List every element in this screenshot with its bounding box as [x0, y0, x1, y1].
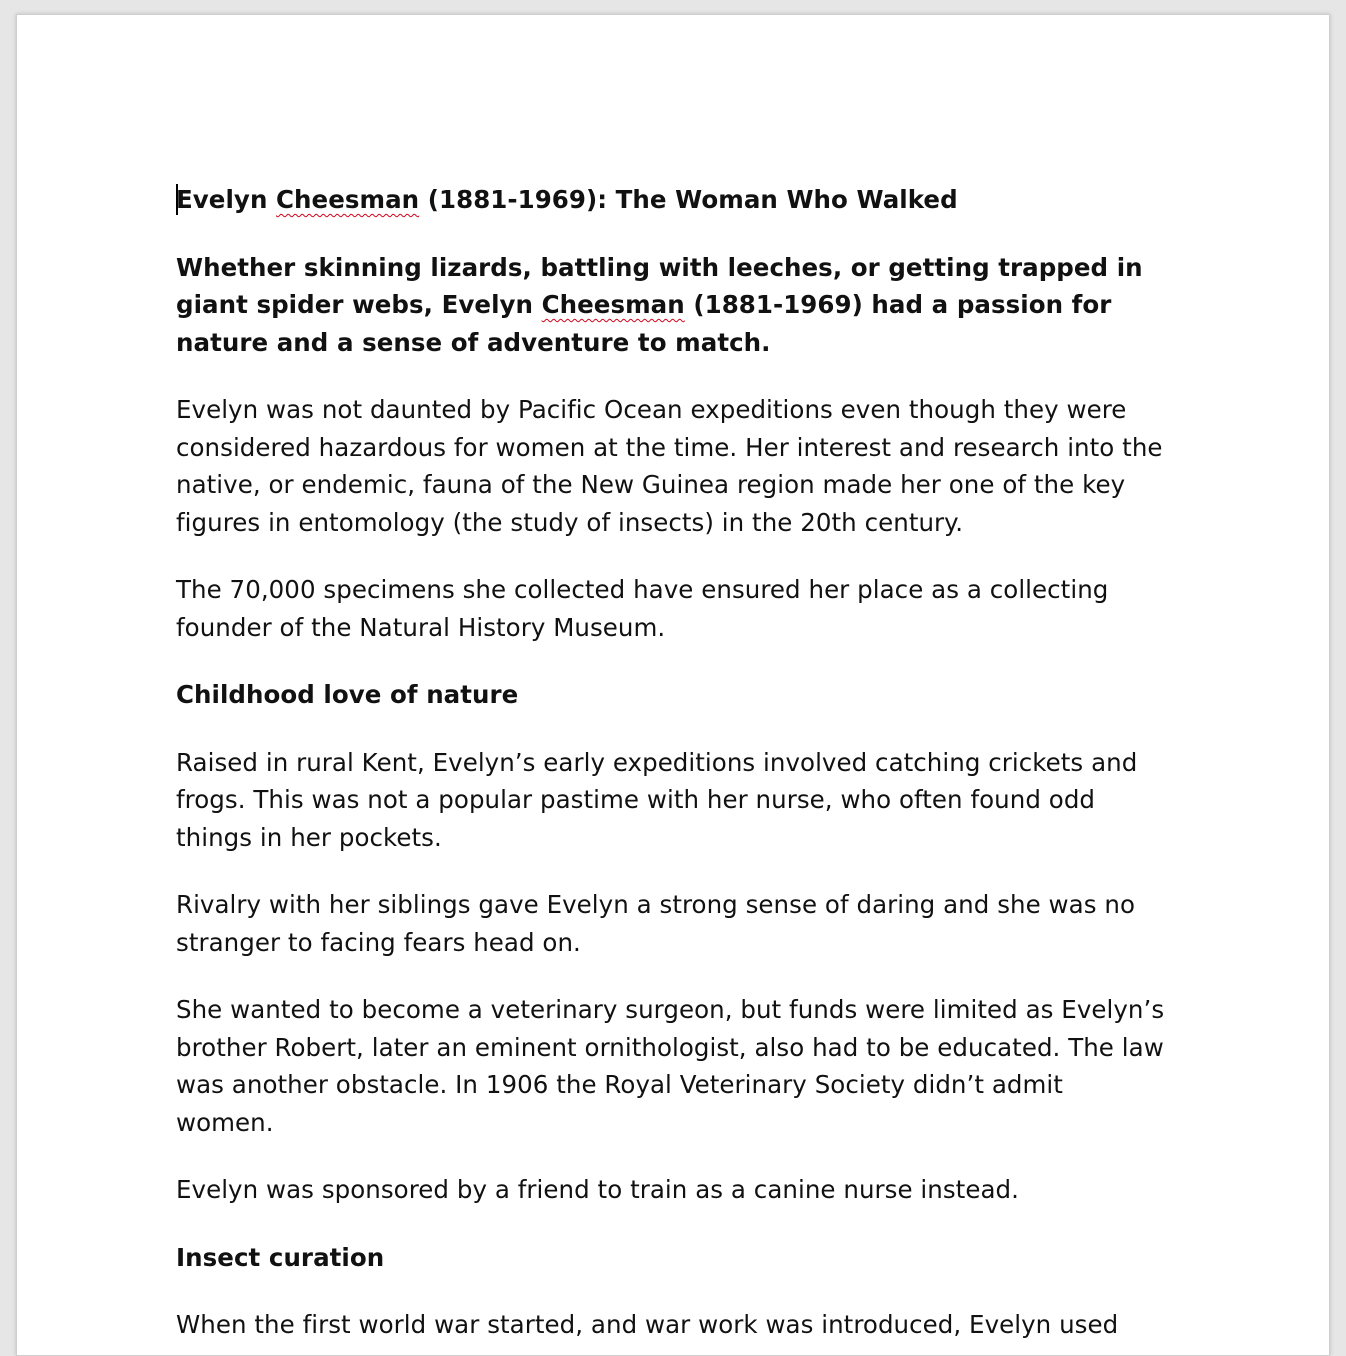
spellcheck-flagged-word[interactable]: Cheesman	[541, 290, 685, 319]
body-paragraph: Raised in rural Kent, Evelyn’s early expeditions involved catching crickets and frogs. This was not a popular pastime with her nurse, who often found odd things in her pockets.	[176, 747, 1138, 852]
body-paragraph: She wanted to become a veterinary surgeon, but funds were limited as Evelyn’s brother Robert, later an eminent ornithologist, also had to be educated. The law was another obstacle. In 1906 the Royal Veterinary Society didn’t admit women.	[176, 995, 1165, 1137]
document-body[interactable]	[176, 181, 1166, 1356]
document-title: Evelyn Cheesman (1881-1969): The Woman Who Walked	[176, 185, 958, 214]
body-paragraph: Evelyn was not daunted by Pacific Ocean expeditions even though they were considered hazardous for women at the time. Her interest and research into the native, or endemic, fauna of the New Guinea region made her one of the key figures in entomology (the study of insects) in the 20th century.	[176, 395, 1163, 537]
body-paragraph: The 70,000 specimens she collected have ensured her place as a collecting founder of the Natural History Museum.	[176, 575, 1109, 642]
document-page[interactable]	[16, 14, 1330, 1356]
intro-paragraph: Whether skinning lizards, battling with leeches, or getting trapped in giant spider webs, Evelyn Cheesman (1881-1969) had a passion for nature and a sense of adventure to match.	[176, 252, 1143, 357]
body-paragraph: Evelyn was sponsored by a friend to train as a canine nurse instead.	[176, 1175, 1019, 1204]
spellcheck-flagged-word[interactable]: Cheesman	[276, 185, 420, 214]
body-paragraph: Rivalry with her siblings gave Evelyn a strong sense of daring and she was no stranger to facing fears head on.	[176, 890, 1135, 957]
body-paragraph: When the first world war started, and war work was introduced, Evelyn used	[176, 1310, 1119, 1339]
section-heading: Insect curation	[176, 1242, 385, 1272]
section-heading: Childhood love of nature	[176, 680, 519, 709]
